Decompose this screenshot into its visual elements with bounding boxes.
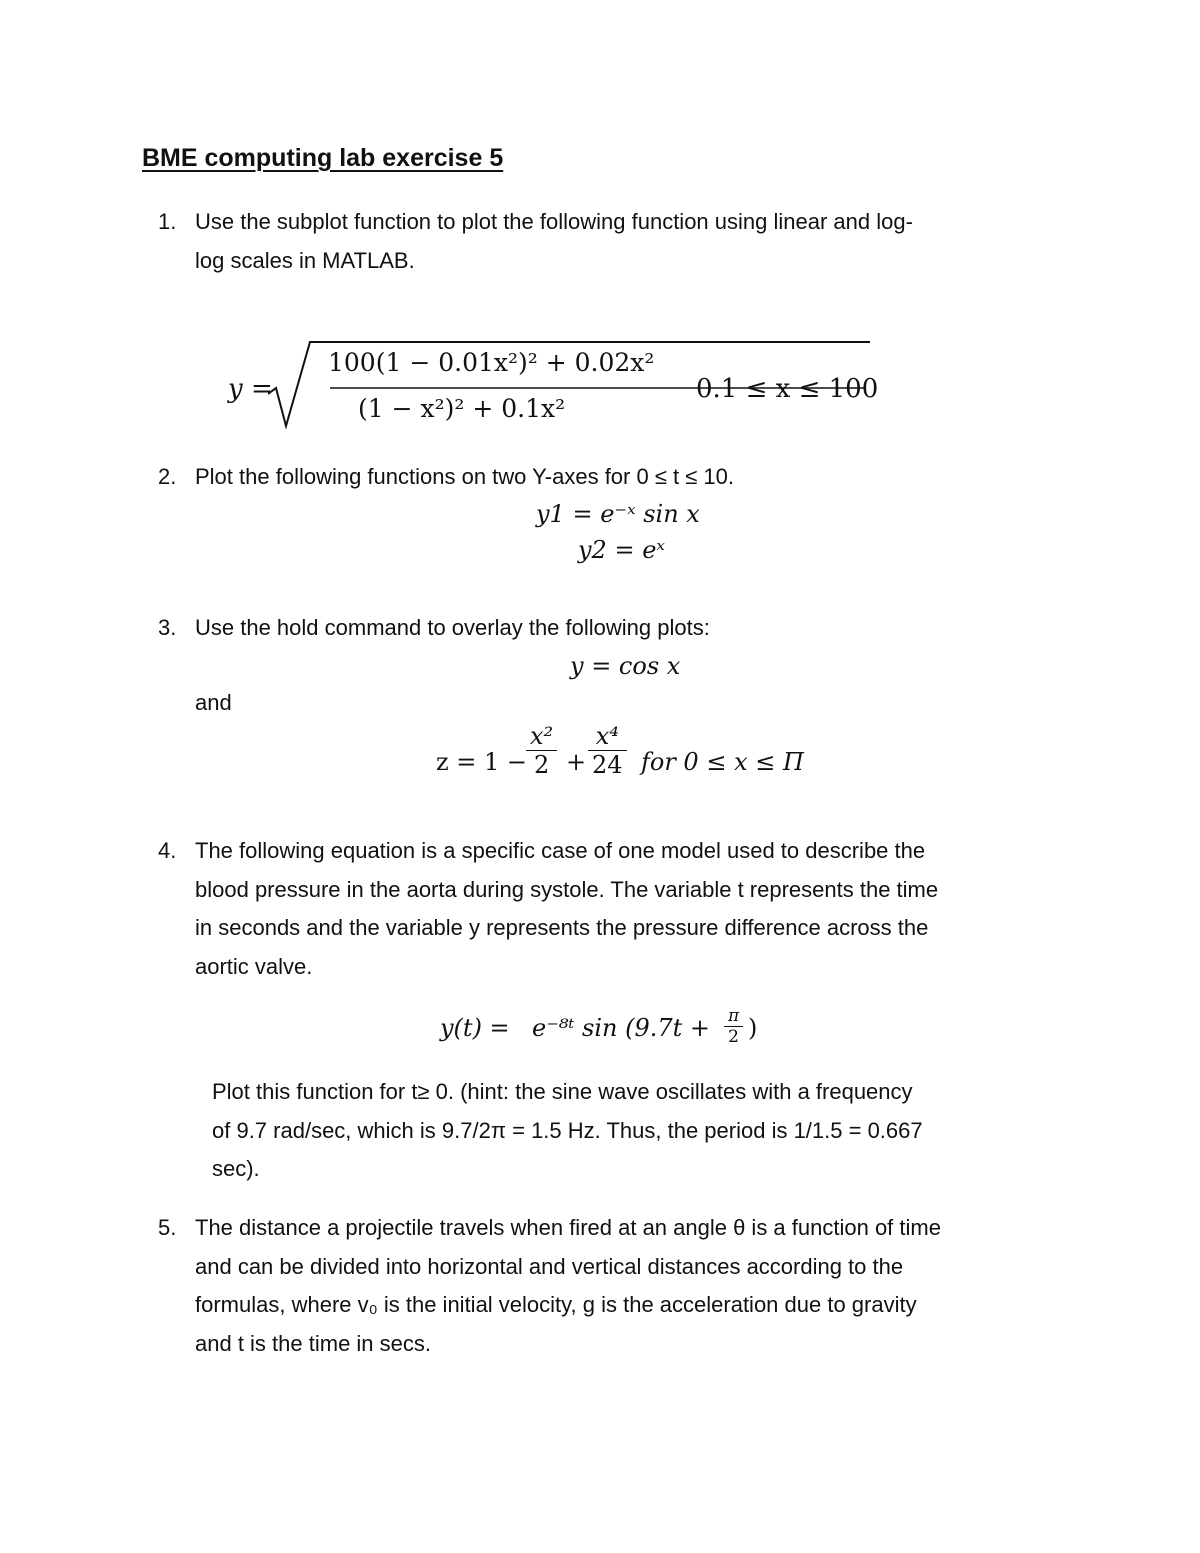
item-text-line: and t is the time in secs. [195, 1330, 431, 1356]
fraction-numerator: x⁴ [595, 722, 619, 750]
item-number: 4. [158, 838, 177, 863]
fraction-numerator: 100(1 − 0.01x²)² + 0.02x² [328, 348, 655, 377]
equation-y2: y2 = eˣ [578, 536, 665, 564]
item-text-line: Use the hold command to overlay the following plots: [195, 615, 710, 640]
closing-paren: ) [748, 1014, 758, 1042]
fraction-x4-over-24 [588, 722, 627, 779]
item-text-line: in seconds and the variable y represents the pressure difference across the [195, 915, 929, 940]
item-text-line: The distance a projectile travels when fired at an angle θ is a function of time [195, 1215, 941, 1240]
item-number: 3. [158, 615, 177, 640]
fraction-numerator: π [728, 1006, 740, 1026]
item-text-line: Plot the following functions on two Y-axes for 0 ≤ t ≤ 10. [195, 464, 735, 489]
item-text-line: The following equation is a specific case of one model used to describe the [195, 838, 926, 863]
item-number: 5. [158, 1215, 177, 1240]
fraction-denominator: (1 − x²)² + 0.1x² [358, 394, 566, 423]
fraction-x2-over-2 [526, 722, 557, 779]
fraction-denominator: 2 [724, 1026, 743, 1047]
fraction-denominator: 2 [526, 750, 557, 779]
item-text-line: log scales in MATLAB. [195, 248, 415, 273]
item-number: 2. [158, 464, 177, 489]
equation-1 [228, 338, 908, 428]
equation-cos: y = cos x [570, 652, 681, 680]
conjunction-text: and [195, 690, 232, 715]
equation-domain: for 0 ≤ x ≤ Π [641, 748, 804, 776]
item-text-line: aortic valve. [195, 953, 313, 979]
equation-domain: 0.1 ≤ x ≤ 100 [696, 374, 879, 404]
item-text-line: blood pressure in the aorta during systole. The variable t represents the time [195, 876, 939, 902]
hint-text-line: of 9.7 rad/sec, which is 9.7/2π = 1.5 Hz. Thus, the period is 1/1.5 = 0.667 [212, 1118, 923, 1143]
equation-lhs: y(t) = [440, 1014, 510, 1042]
equation-lhs: z = 1 − [436, 748, 528, 776]
fraction-denominator: 24 [588, 750, 627, 779]
equation-lhs: y = [228, 374, 273, 404]
equation-y1: y1 = e⁻ˣ sin x [536, 500, 700, 528]
document-title: BME computing lab exercise 5 [142, 144, 504, 172]
item-text-line: and can be divided into horizontal and vertical distances according to the [195, 1253, 904, 1279]
item-number: 1. [158, 209, 177, 234]
item-text-line: formulas, where v₀ is the initial velocity, g is the acceleration due to gravity [195, 1292, 917, 1317]
fraction-numerator: x² [530, 722, 554, 750]
equation-expression: e⁻⁸ᵗ sin (9.7t + [532, 1014, 711, 1042]
plus-sign: + [566, 748, 587, 776]
item-text-line: Use the subplot function to plot the following function using linear and log- [195, 209, 913, 234]
hint-text-line: Plot this function for t≥ 0. (hint: the sine wave oscillates with a frequency [212, 1079, 913, 1104]
hint-text-line: sec). [212, 1156, 260, 1181]
fraction-pi-over-2 [724, 1006, 743, 1047]
